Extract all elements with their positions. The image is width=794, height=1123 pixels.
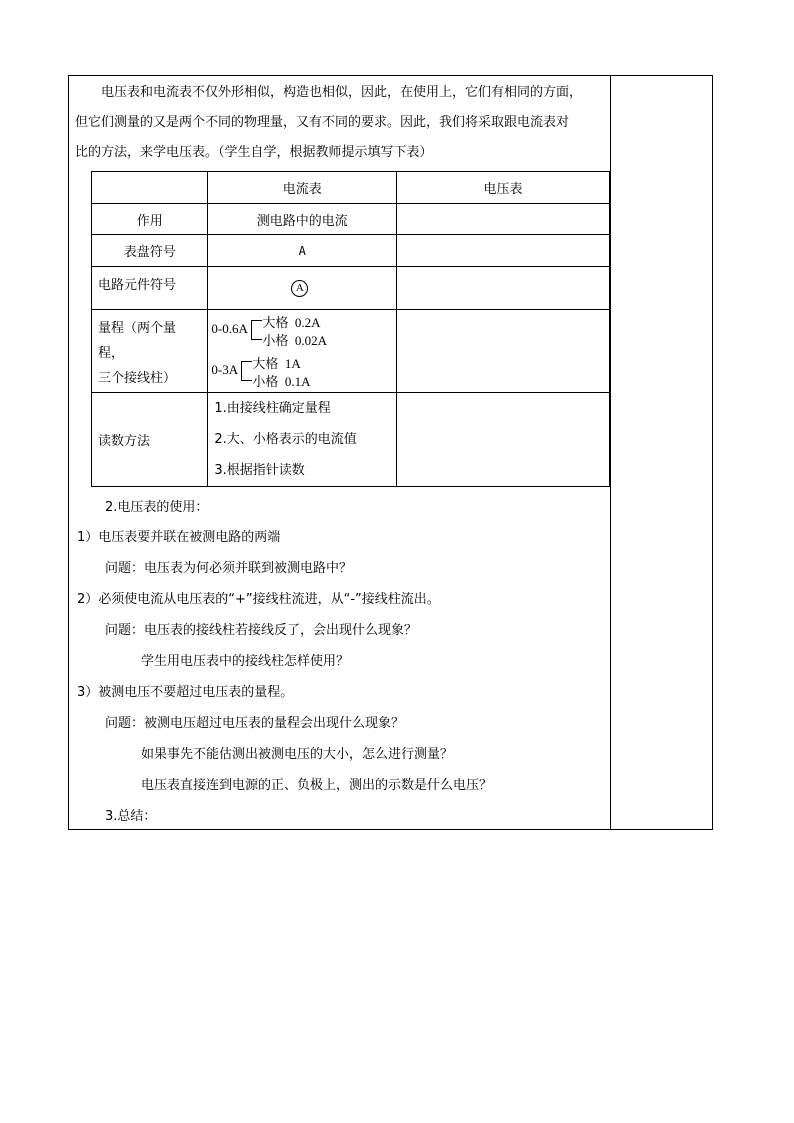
row-label-circuit-symbol: 电路元件符号 [92, 267, 208, 310]
usage-item-1: 1）电压表要并联在被测电路的两端 [77, 530, 281, 545]
usage-heading: 2.电压表的使用： [105, 500, 209, 515]
range-3A-brace [241, 361, 252, 381]
summary-heading: 3.总结： [105, 809, 157, 824]
reading-step-3: 3.根据指针读数 [214, 463, 305, 478]
ammeter-circle-symbol-icon: A [291, 280, 308, 297]
ammeter-function: 测电路中的电流 [208, 204, 397, 235]
usage-question-1: 问题：电压表为何必须并联到被测电路中？ [105, 561, 353, 576]
usage-question-2b: 学生用电压表中的接线柱怎样使用？ [141, 654, 350, 669]
range-0.6A-small-division: 小格 0.02A [262, 333, 328, 349]
table-row-circuit-symbol [92, 267, 610, 310]
row-label-range [92, 310, 208, 393]
column-divider [610, 76, 611, 829]
table-row-function [92, 204, 610, 235]
ammeter-reading-steps [208, 393, 397, 487]
range-diagram [208, 311, 396, 391]
reading-step-1: 1.由接线柱确定量程 [214, 401, 331, 416]
ammeter-dial-symbol: A [208, 235, 397, 267]
range-3A-big-division: 大格 1A [252, 356, 301, 372]
voltmeter-dial-symbol-blank [397, 235, 610, 267]
ammeter-range-cell [208, 310, 397, 393]
usage-question-3: 问题：被测电压超过电压表的量程会出现什么现象？ [105, 716, 405, 731]
row-label-function: 作用 [92, 204, 208, 235]
usage-item-3: 3）被测电压不要超过电压表的量程。 [77, 685, 294, 700]
header-empty-cell [92, 172, 208, 204]
intro-paragraph [69, 78, 610, 168]
range-label-line-1: 量程（两个量程， [98, 321, 177, 361]
ammeter-circuit-symbol-cell [208, 267, 397, 310]
table-header-row [92, 172, 610, 204]
table-row-reading [92, 393, 610, 487]
voltmeter-range-blank [397, 310, 610, 393]
table-row-range [92, 310, 610, 393]
usage-question-2: 问题：电压表的接线柱若接线反了，会出现什么现象？ [105, 623, 418, 638]
range-3A-small-division: 小格 0.1A [252, 374, 311, 390]
intro-line-2: 但它们测量的又是两个不同的物理量，又有不同的要求。因此，我们将采取跟电流表对 [75, 115, 570, 130]
header-voltmeter: 电压表 [397, 172, 610, 204]
range-label-line-2: 三个接线柱） [98, 371, 177, 386]
usage-question-3b: 如果事先不能估测出被测电压的大小，怎么进行测量？ [141, 747, 454, 762]
comparison-table [91, 171, 610, 487]
voltmeter-circuit-symbol-blank [397, 267, 610, 310]
intro-line-1: 电压表和电流表不仅外形相似，构造也相似，因此，在使用上，它们有相同的方面， [101, 85, 583, 100]
table-row-dial-symbol [92, 235, 610, 267]
usage-question-3c: 电压表直接连到电源的正、负极上，测出的示数是什么电压？ [141, 778, 493, 793]
lesson-frame [68, 75, 713, 830]
row-label-reading: 读数方法 [92, 393, 208, 487]
range-0.6A-label: 0-0.6A [211, 321, 248, 336]
reading-step-2: 2.大、小格表示的电流值 [214, 432, 357, 447]
voltmeter-reading-blank [397, 393, 610, 487]
range-3A-label: 0-3A [211, 362, 239, 377]
usage-item-2: 2）必须使电流从电压表的“+”接线柱流进，从“-”接线柱流出。 [77, 592, 440, 607]
range-0.6A-big-division: 大格 0.2A [262, 315, 321, 331]
intro-line-3: 比的方法，来学电压表。（学生自学，根据教师提示填写下表） [75, 145, 433, 160]
row-label-dial-symbol: 表盘符号 [92, 235, 208, 267]
voltmeter-function-blank [397, 204, 610, 235]
range-0.6A-brace [251, 320, 262, 340]
header-ammeter: 电流表 [208, 172, 397, 204]
